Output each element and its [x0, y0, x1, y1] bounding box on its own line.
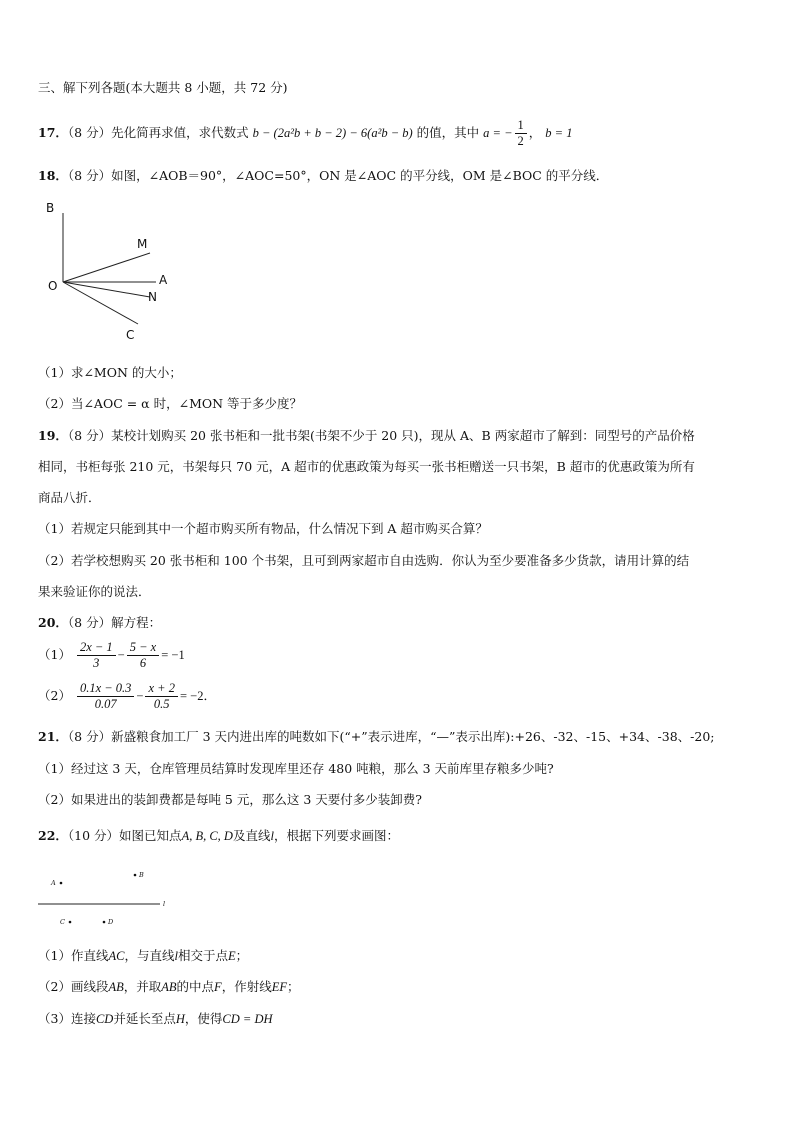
question-22: 22．（10 分）如图已知点A, B, C, D及直线l，根据下列要求画图：: [38, 828, 399, 843]
fraction: $\frac{5 - x}{6}$: [127, 640, 159, 671]
q19-line3: 商品八折．: [38, 490, 101, 505]
q19-sub2: （2）若学校想购买 20 张书柜和 100 个书架，且可到两家超市自由选购．你认为至少要准备多少货款，请用计算的结: [38, 553, 690, 568]
question-score: （8 分）: [67, 168, 112, 183]
question-21: 21．（8 分）新盛粮食加工厂 3 天内进出库的吨数如下(“+”表示进库，“—”表示出库):+26、-32、-15、+34、-38、-20;: [38, 729, 715, 744]
point-b: [134, 874, 137, 877]
question-score: （8 分）: [67, 125, 112, 140]
q18-sub2: （2）当∠AOC = α 时，∠MON 等于多少度？: [38, 396, 303, 411]
point-d: [103, 921, 106, 924]
q21-sub2: （2）如果进出的装卸费都是每吨 5 元，那么这 3 天要付多少装卸费?: [38, 792, 422, 807]
section-heading: 三、解下列各题(本大题共 8 小题，共 72 分): [38, 80, 288, 95]
label-n: N: [148, 290, 157, 304]
label-l: l: [163, 900, 166, 908]
question-score: （8 分）: [67, 729, 112, 744]
points-line-figure: [38, 866, 178, 932]
question-number: 19．: [38, 428, 68, 443]
point-c: [69, 921, 72, 924]
q21-sub1: （1）经过这 3 天，仓库管理员结算时发现库里还存 480 吨粮，那么 3 天前库里存粮多少吨?: [38, 761, 554, 776]
label-a: A: [159, 273, 168, 287]
equation-1: （1） $\frac{2x - 1}{3}$ − $\frac{5 - x}{6}$ = −1: [38, 640, 185, 670]
angle-figure: [38, 198, 188, 348]
q19-sub2-cont: 果来验证你的说法．: [38, 584, 151, 599]
question-17: 17．（8 分）先化简再求值，求代数式 b − (2a²b + b − 2) − 6(a²b − b) 的值，其中 a = − $\frac{1}{2}$ ， b = 1: [38, 118, 573, 148]
q19-sub1: （1）若规定只能到其中一个超市购买所有物品，什么情况下到 A 超市购买合算？: [38, 521, 488, 536]
q22-sub2: （2）画线段AB，并取AB的中点F，作射线EF；: [38, 979, 300, 994]
label-b: B: [46, 201, 55, 215]
question-18: 18．（8 分）如图，∠AOB＝90°，∠AOC=50°，ON 是∠AOC 的平分线，OM 是∠BOC 的平分线．: [38, 168, 609, 183]
question-score: （10 分）: [67, 828, 120, 843]
label-m: M: [137, 237, 148, 251]
label-o: O: [48, 279, 58, 293]
question-number: 22．: [38, 828, 68, 843]
question-number: 17．: [38, 125, 68, 140]
fraction: $\frac{0.1x - 0.3}{0.07}$: [77, 681, 134, 712]
q18-sub1: （1）求∠MON 的大小；: [38, 365, 182, 380]
ray-om: [63, 253, 150, 282]
fraction-one-half: $\frac{1}{2}$: [515, 118, 527, 149]
label-d: D: [108, 918, 114, 926]
fraction: $\frac{x + 2}{0.5}$: [145, 681, 177, 712]
question-score: （8 分）: [67, 615, 112, 630]
algebraic-expression: b − (2a²b + b − 2) − 6(a²b − b): [252, 126, 413, 140]
question-number: 21．: [38, 729, 68, 744]
label-b: B: [139, 871, 144, 879]
q22-sub3: （3）连接CD并延长至点H，使得CD = DH: [38, 1011, 273, 1026]
question-score: （8 分）: [67, 428, 112, 443]
point-a: [60, 882, 63, 885]
label-c: C: [126, 328, 135, 342]
label-a: A: [51, 879, 56, 887]
q19-line2: 相同，书柜每张 210 元，书架每只 70 元，A 超市的优惠政策为每买一张书柜赠送一只书架，B 超市的优惠政策为所有: [38, 459, 695, 474]
q22-sub1: （1）作直线AC，与直线l相交于点E；: [38, 948, 249, 963]
question-number: 20．: [38, 615, 68, 630]
question-19: 19．（8 分）某校计划购买 20 张书柜和一批书架(书架不少于 20 只)，现从 A、B 两家超市了解到：同型号的产品价格: [38, 428, 695, 443]
question-20: 20．（8 分）解方程：: [38, 615, 162, 630]
equation-2: （2） $\frac{0.1x - 0.3}{0.07}$ − $\frac{x + 2}{0.5}$ = −2．: [38, 681, 216, 711]
question-number: 18．: [38, 168, 68, 183]
label-c: C: [60, 918, 65, 926]
fraction: $\frac{2x - 1}{3}$: [77, 640, 116, 671]
